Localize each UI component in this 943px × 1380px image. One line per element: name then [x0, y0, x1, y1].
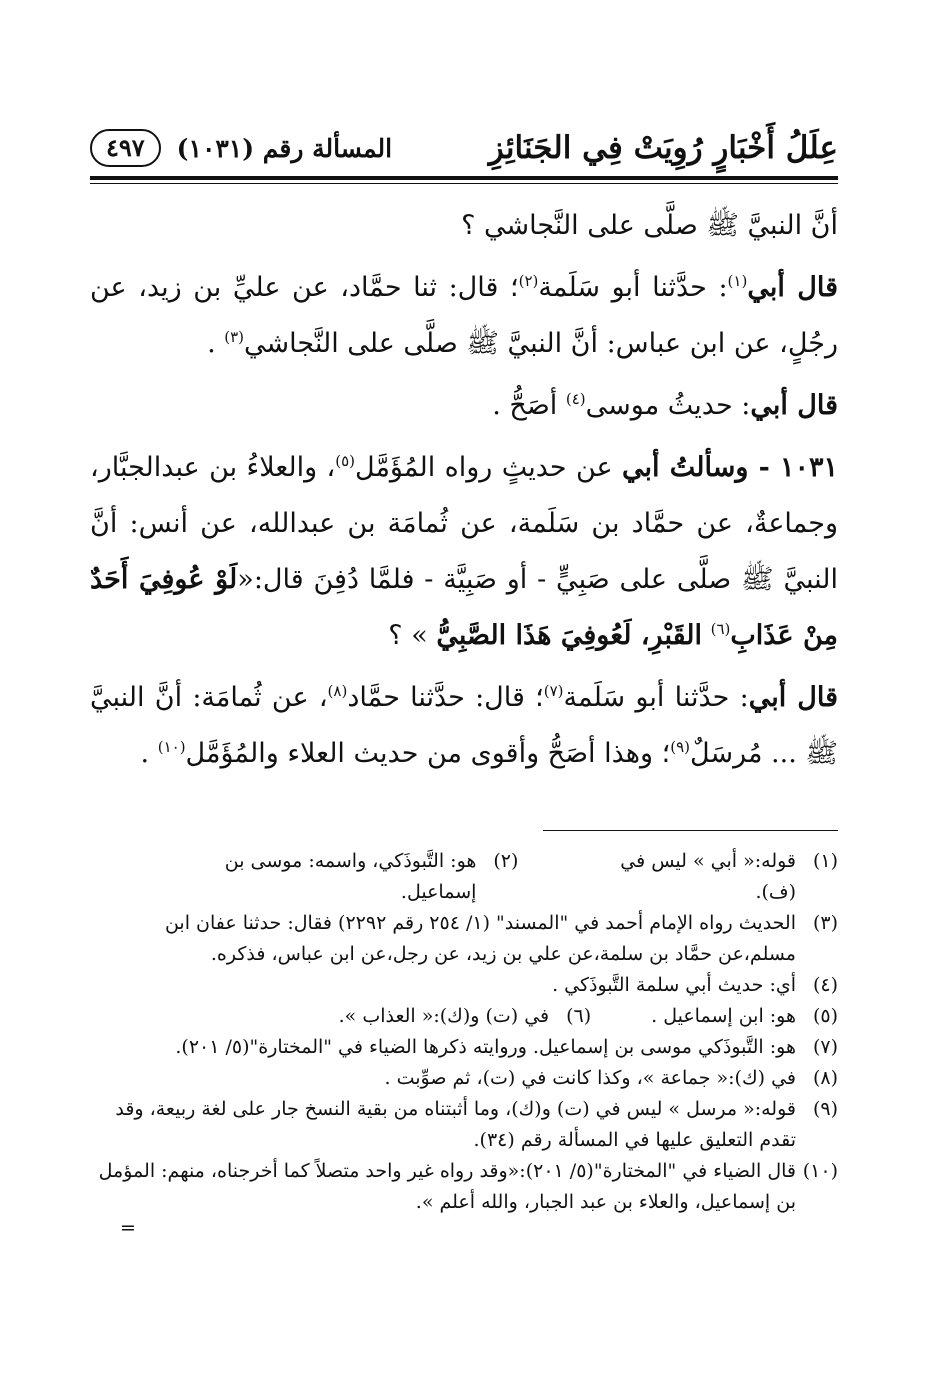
footnote-number: (٥) [812, 1005, 838, 1027]
p5-text-d: ؛ وهذا أصَحُّ وأقوى من حديث العلاء والمُؤَمَّل [185, 738, 671, 769]
footnote-text: قال الضياء في "المختارة"(٥/ ٢٠١):«وقد رواه غير واحد متصلاً كما أخرجناه، منهم: المؤمل بن إسماعيل، والعلاء بن عبد الجبار، والله أعلم ». [98, 1160, 796, 1213]
continuation-row [90, 1218, 838, 1238]
footnote-1 [578, 846, 838, 908]
footnote-text: الحديث رواه الإمام أحمد في "المسند" (١/ ٢٥٤ رقم ٢٢٩٢) فقال: حدثنا عفان ابن مسلم،عن حمَّاد بن سلمة،عن علي بن زيد، عن رجل،عن ابن عباس، فذكره. [164, 912, 796, 965]
p3-text-b: أصَحُّ . [492, 390, 558, 421]
footnote-9 [90, 1094, 838, 1156]
hadith-quote-b: القَبْرِ، لَعُوفِيَ هَذَا الصَّبِيُّ [436, 620, 702, 651]
footnote-2 [150, 846, 518, 908]
p3-text-a: : حديثُ موسى [585, 390, 751, 421]
footnote-text: هو: التَّبوذَكي، واسمه: موسى بن إسماعيل. [224, 850, 477, 903]
p5-end: . [140, 738, 150, 769]
header-rule-thick [90, 176, 838, 180]
p3-keyword: قال أبي [750, 390, 838, 421]
paragraph-5 [90, 670, 838, 782]
book-title: عِلَلُ أَخْبَارٍ رُوِيَتْ فِي الجَنَائِزِ [488, 130, 838, 166]
footnote-text: في (ك):« جماعة »، وكذا كانت في (ت)، ثم صوِّبت . [384, 1067, 796, 1089]
p4-end: » ؟ [388, 620, 428, 651]
p5-text-a: : حدَّثنا أبو سَلَمة [563, 682, 749, 713]
footnote-ref-4: (٤) [565, 390, 586, 408]
footnote-5 [651, 1001, 838, 1032]
footnote-number: (٦) [566, 1005, 592, 1027]
footnote-row-1-2 [90, 846, 838, 908]
footnote-ref-5: (٥) [335, 452, 356, 470]
footnote-ref-9: (٩) [670, 738, 691, 756]
footnotes [90, 846, 838, 1238]
footnote-text: قوله:« أبي » ليس في (ف). [620, 850, 796, 903]
paragraph-3 [90, 378, 838, 434]
footnote-number: (٧) [812, 1036, 838, 1058]
footnote-7 [90, 1032, 838, 1063]
main-text [90, 198, 838, 788]
footnote-ref-3: (٣) [224, 328, 245, 346]
p4-text-b: ، والعلاءُ بن عبدالجبَّار، وجماعةٌ، عن حمَّاد بن سَلَمة، عن ثُمامَة بن عبدالله، عن أنس: أنَّ النبيَّ ﷺ صلَّى على صَبِيٍّ - أو صَبِيَّة - فلمَّا دُفِنَ قال:« [90, 452, 838, 595]
footnote-ref-1: (١) [727, 272, 748, 290]
footnote-number: (٩) [812, 1098, 838, 1120]
footnote-text: أي: حديث أبي سلمة التَّبوذَكي . [552, 974, 796, 996]
footnote-number: (١) [812, 850, 838, 872]
footnote-text: هو: ابن إسماعيل . [651, 1005, 796, 1027]
footnote-8 [90, 1063, 838, 1094]
p2-keyword: قال أبي [747, 272, 838, 303]
footnote-text: هو: التَّبوذَكي موسى بن إسماعيل. وروايته ذكرها الضياء في "المختارة"(٥/ ٢٠١). [175, 1036, 796, 1058]
footnote-ref-10: (١٠) [157, 738, 186, 756]
footnote-number: (١٠) [802, 1160, 838, 1182]
footnote-4 [90, 970, 838, 1001]
footnote-10 [90, 1156, 838, 1218]
header-rule-thin [90, 183, 838, 184]
footnote-3 [90, 908, 838, 970]
p1-text: أنَّ النبيَّ ﷺ صلَّى على النَّجاشي ؟ [461, 210, 838, 241]
footnote-ref-8: (٨) [327, 682, 348, 700]
hadith-quote-a: لَوْ عُوفِيَ أَحَدٌ مِنْ عَذَابِ [90, 564, 838, 651]
footnote-ref-6: (٦) [710, 620, 731, 638]
paragraph-4 [90, 440, 838, 664]
p2-end: . [207, 328, 216, 359]
p2-text-b: ؛ قال: ثنا حمَّاد، عن عليِّ بن زيد، عن رجُلٍ، عن ابن عباس: أنَّ النبيَّ ﷺ صلَّى على النَّجاشي [90, 272, 838, 359]
header-left [90, 129, 392, 167]
p5-text-b: ؛ قال: حدَّثنا حمَّاد [347, 682, 544, 713]
p5-keyword: قال أبي [748, 682, 839, 713]
footnote-divider [543, 830, 838, 831]
page-number: ٤٩٧ [90, 129, 161, 167]
footnote-text: في (ت) و(ك):« العذاب ». [338, 1005, 550, 1027]
footnote-row-5-6 [90, 1001, 838, 1032]
footnote-text: قوله:« مرسل » ليس في (ت) و(ك)، وما أثبتناه من بقية النسخ جار على لغة ربيعة، وقد تقدم التعليق عليها في المسألة رقم (٣٤). [115, 1098, 796, 1151]
p4-text-a: عن حديثٍ رواه المُؤَمَّل [355, 452, 613, 483]
footnote-ref-7: (٧) [543, 682, 564, 700]
issue-number: ١٠٣١ - وسألتُ أبي [622, 452, 838, 483]
issue-label: المسألة رقم (١٠٣١) [176, 133, 393, 163]
footnote-ref-2: (٢) [518, 272, 539, 290]
p2-text-a: : حدَّثنا أبو سَلَمة [538, 272, 728, 303]
footnote-number: (٢) [493, 850, 519, 872]
p5-text-c: ، عن ثُمامَة: أنَّ النبيَّ ﷺ ... مُرسَلٌ [90, 682, 838, 769]
footnote-6 [339, 1001, 592, 1032]
footnote-number: (٤) [812, 974, 838, 996]
page-header [90, 118, 838, 178]
paragraph-1 [90, 198, 838, 254]
paragraph-2 [90, 260, 838, 372]
footnote-number: (٨) [812, 1067, 838, 1089]
continuation-mark: = [120, 1217, 136, 1239]
footnote-number: (٣) [812, 912, 838, 934]
